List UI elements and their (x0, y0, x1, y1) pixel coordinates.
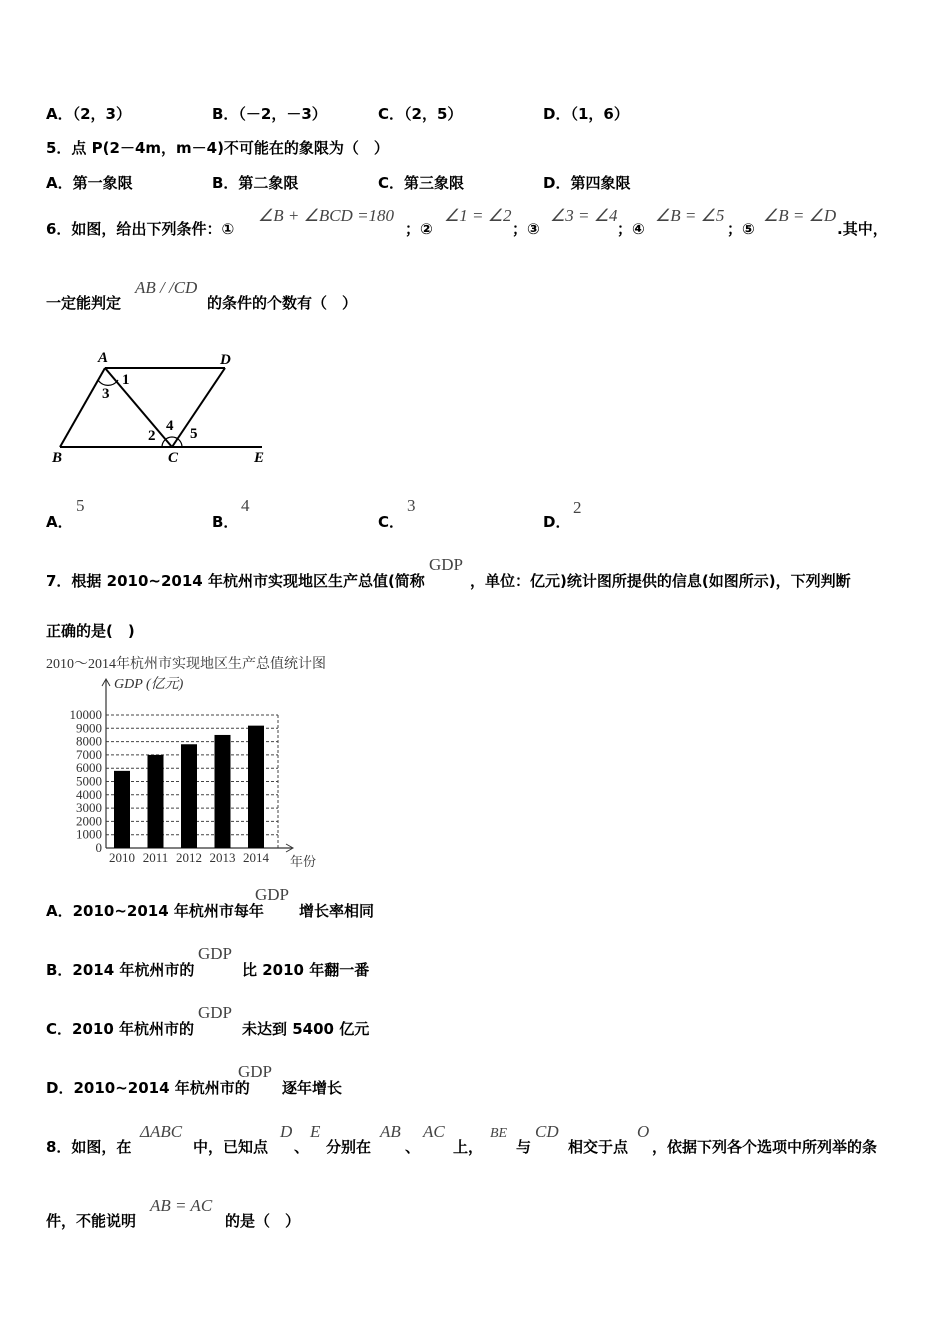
label-c: C (168, 450, 179, 466)
q4-option-b: B．（－2，－3） (212, 105, 327, 123)
q6-condition-3: ∠3 = ∠4 (550, 206, 618, 225)
y-axis-label: GDP (亿元) (114, 677, 184, 692)
label-a: A (98, 350, 109, 366)
q6-option-a: A． (46, 513, 73, 531)
bar-2013 (215, 735, 231, 848)
q7-option-gdp: GDP (238, 1062, 273, 1081)
q8-line2-end: 的是（ ） (225, 1212, 301, 1230)
x-tick-label: 2012 (176, 850, 202, 865)
x-tick-label: 2014 (243, 850, 269, 865)
q6-sep: ；② (405, 220, 433, 238)
q8-math: E (310, 1122, 321, 1141)
q8-math: BE (490, 1126, 508, 1141)
q8-text: 、 (405, 1138, 421, 1156)
q6-stem-tail: .其中， (837, 220, 888, 238)
q8-text: 8．如图，在 (46, 1138, 132, 1156)
q7-stem-end: 正确的是( ) (46, 622, 135, 640)
q7-stem-start: 7．根据 2010~2014 年杭州市实现地区生产总值(简称 (46, 572, 425, 590)
q4-option-d: D．（1，6） (543, 105, 629, 123)
y-tick-label: 5000 (76, 773, 102, 789)
q7-option-tail: 增长率相同 (299, 902, 375, 920)
label-e: E (254, 450, 265, 466)
q8-math: AB (380, 1122, 401, 1141)
label-3: 3 (102, 386, 110, 402)
q5-option-a: A．第一象限 (46, 174, 133, 192)
x-tick-label: 2010 (109, 850, 135, 865)
q6-line2: 一定能判定 (46, 294, 122, 312)
q5-option-b: B．第二象限 (212, 174, 299, 192)
q8-math: ΔABC (140, 1122, 183, 1141)
q8-text: 相交于点 (568, 1138, 629, 1156)
q7-option: D．2010~2014 年杭州市的 (46, 1079, 250, 1097)
q8-math: CD (535, 1122, 559, 1141)
q7-option-gdp: GDP (198, 1003, 233, 1022)
bar-2014 (248, 726, 264, 848)
q6-stem-start: 6．如图，给出下列条件：① (46, 220, 235, 238)
label-2: 2 (148, 428, 156, 444)
q6-option-c-value: 3 (407, 496, 416, 515)
q8-text: 上， (453, 1138, 484, 1156)
q8-text: ，依据下列各个选项中所列举的条 (652, 1138, 878, 1156)
q7-option: B．2014 年杭州市的 (46, 961, 195, 979)
label-b: B (52, 450, 63, 466)
q6-option-b-value: 4 (241, 496, 250, 515)
y-tick-label: 3000 (76, 800, 102, 816)
q8-text: 分别在 (326, 1138, 372, 1156)
q8-text: 与 (516, 1138, 532, 1156)
bar-2011 (148, 755, 164, 848)
q8-math: D (280, 1122, 293, 1141)
q5-option-c: C．第三象限 (378, 174, 465, 192)
y-tick-label: 0 (95, 840, 102, 855)
gdp-bar-chart (40, 650, 360, 872)
q8-math: AB = AC (150, 1196, 213, 1215)
q7-option-gdp: GDP (255, 885, 290, 904)
label-4: 4 (166, 418, 174, 434)
q6-option-a-value: 5 (76, 496, 85, 515)
q5-option-d: D．第四象限 (543, 174, 631, 192)
q6-sep: ；④ (617, 220, 645, 238)
q6-option-b: B． (212, 513, 239, 531)
q7-option-tail: 逐年增长 (282, 1079, 343, 1097)
q7-gdp: GDP (429, 555, 464, 574)
q6-option-c: C． (378, 513, 405, 531)
q4-option-a: A．（2，3） (46, 105, 131, 123)
q6-option-d-value: 2 (573, 498, 582, 517)
q8-text: 、 (294, 1138, 310, 1156)
q7-option-gdp: GDP (198, 944, 233, 963)
label-5: 5 (190, 426, 198, 442)
q5-stem: 5．点 P(2－4m，m－4)不可能在的象限为（ ） (46, 139, 389, 157)
bar-2010 (114, 771, 130, 848)
q7-stem-mid: ，单位：亿元)统计图所提供的信息(如图所示)，下列判断 (470, 572, 851, 590)
q6-line2-end: 的条件的个数有（ ） (207, 294, 358, 312)
q7-option: A．2010~2014 年杭州市每年 (46, 902, 264, 920)
q4-option-c: C．（2，5） (378, 105, 463, 123)
q8-text: 中，已知点 (193, 1138, 269, 1156)
q6-parallel-math: AB / /CD (135, 278, 198, 297)
y-tick-label: 1000 (76, 826, 102, 842)
q6-condition-2: ∠1 = ∠2 (444, 206, 512, 225)
y-tick-label: 10000 (69, 707, 102, 722)
y-tick-label: 2000 (76, 813, 102, 829)
y-tick-label: 8000 (76, 733, 102, 749)
q6-condition-1: ∠B + ∠BCD =180 (258, 206, 395, 225)
x-axis-label: 年份 (290, 854, 317, 869)
x-tick-label: 2013 (209, 850, 236, 865)
q7-option-tail: 未达到 5400 亿元 (242, 1020, 370, 1038)
q6-sep: ；⑤ (727, 220, 755, 238)
x-tick-label: 2011 (142, 850, 169, 865)
y-tick-label: 6000 (76, 760, 102, 776)
q8-math: O (637, 1122, 650, 1141)
q8-math: AC (423, 1122, 445, 1141)
y-tick-label: 7000 (76, 746, 102, 762)
q6-condition-4: ∠B = ∠5 (655, 206, 725, 225)
chart-title: 2010～2014年杭州市实现地区生产总值统计图 (46, 657, 326, 672)
q6-option-d: D． (543, 513, 571, 531)
q6-sep: ；③ (512, 220, 540, 238)
q7-option-tail: 比 2010 年翻一番 (242, 961, 370, 979)
q6-geometry-figure (40, 340, 280, 470)
q7-option: C．2010 年杭州市的 (46, 1020, 194, 1038)
bar-2012 (181, 744, 197, 848)
y-tick-label: 9000 (76, 720, 102, 736)
q8-line2: 件，不能说明 (46, 1212, 137, 1230)
y-tick-label: 4000 (76, 786, 102, 802)
label-1: 1 (122, 372, 130, 388)
q6-condition-5: ∠B = ∠D (763, 206, 837, 225)
label-d: D (220, 352, 231, 368)
